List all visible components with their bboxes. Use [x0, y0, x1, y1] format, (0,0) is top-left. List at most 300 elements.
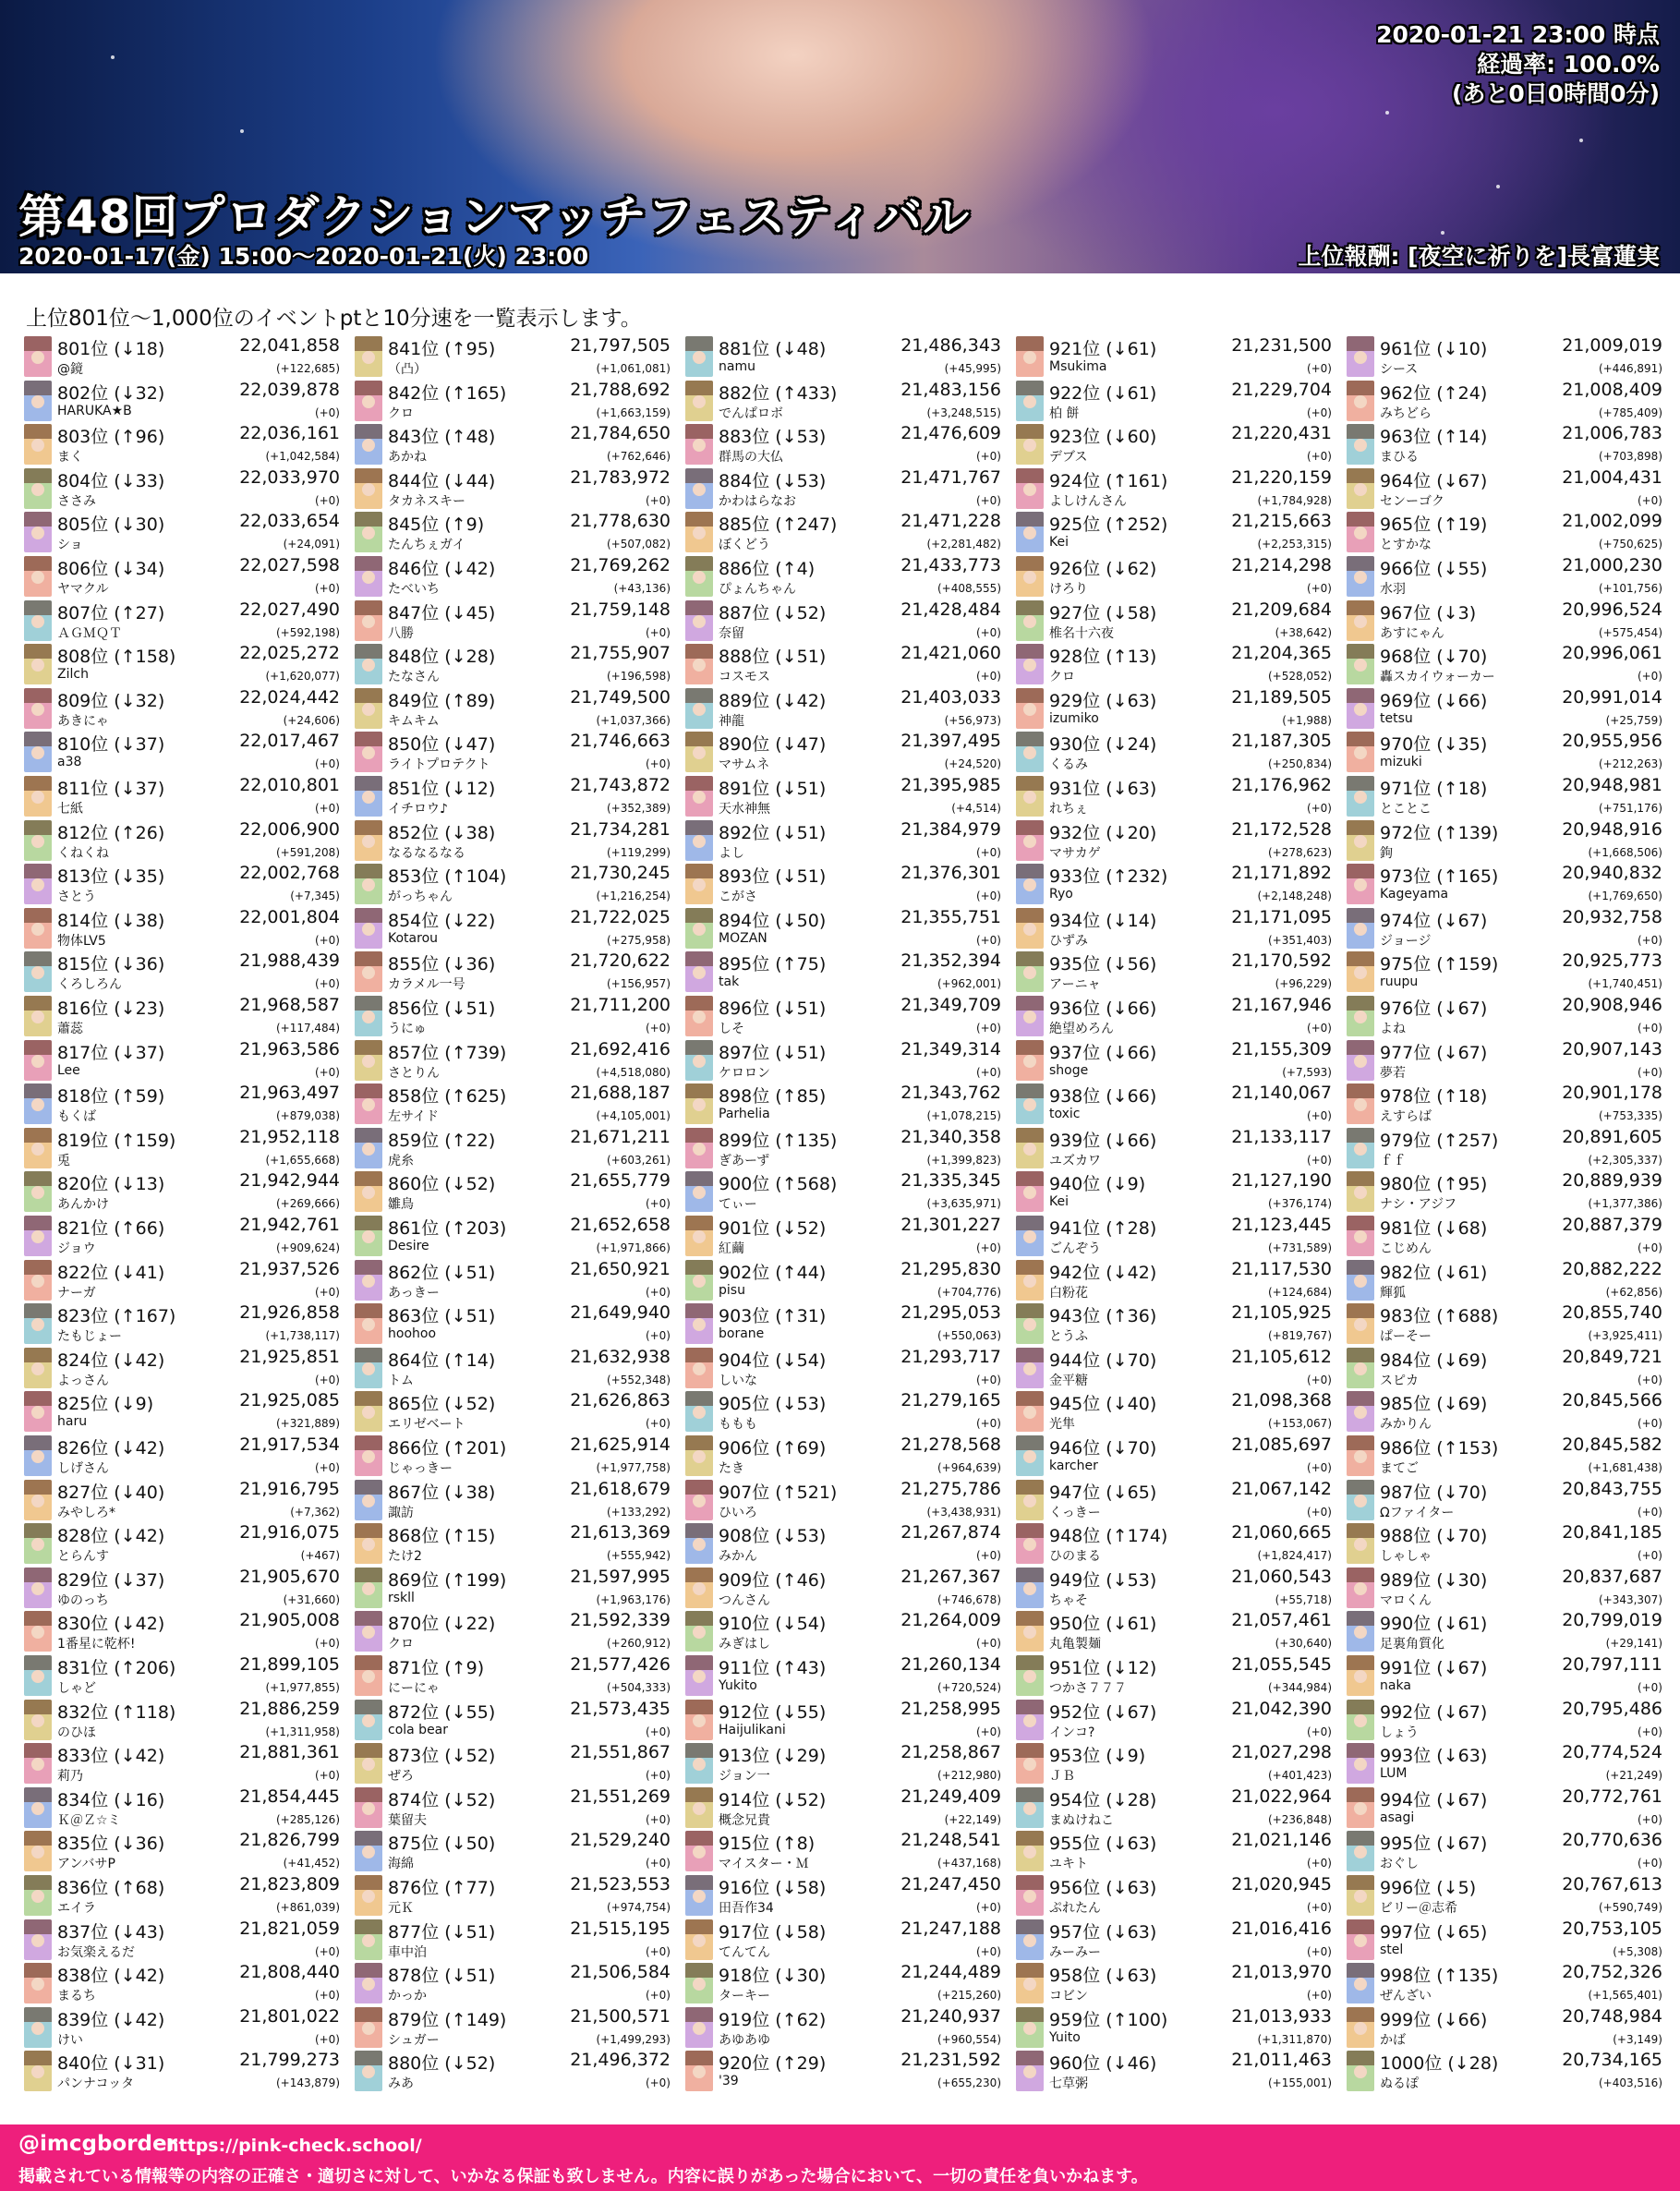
- ten-minute-speed: (+1,681,438): [1588, 1461, 1662, 1474]
- ten-minute-speed: (+861,039): [275, 1901, 340, 1914]
- event-period: 2020-01-17(金) 15:00～2020-01-21(火) 23:00: [18, 243, 589, 270]
- event-points: 21,247,188: [900, 1918, 1001, 1939]
- ten-minute-speed: (+215,260): [937, 1989, 1001, 2003]
- ranking-entry: [1347, 1521, 1666, 1566]
- producer-avatar: [1016, 951, 1044, 992]
- producer-avatar: [685, 1435, 713, 1476]
- ten-minute-speed: (+590,749): [1598, 1901, 1662, 1914]
- ten-minute-speed: (+278,623): [1267, 845, 1332, 859]
- ranking-entry: [1016, 2049, 1336, 2093]
- producer-name: a38: [57, 755, 82, 770]
- rank-change: 820位 (↓13): [57, 1174, 165, 1195]
- event-points: 21,220,159: [1231, 466, 1332, 488]
- rank-change: 902位 (↑44): [719, 1262, 827, 1283]
- event-points: 21,734,281: [570, 818, 671, 840]
- event-points: 21,172,528: [1231, 818, 1332, 840]
- ranking-entry: [1016, 730, 1336, 774]
- event-points: 21,264,009: [900, 1610, 1001, 1631]
- producer-name: 1番星に乾杯!: [57, 1637, 136, 1652]
- ranking-entry: [24, 994, 344, 1038]
- rank-change: 840位 (↓31): [57, 2053, 165, 2075]
- producer-name: ナーガ: [57, 1285, 96, 1301]
- producer-avatar: [1347, 1348, 1374, 1388]
- rank-change: 838位 (↓42): [57, 1966, 165, 1987]
- ten-minute-speed: (+0): [1306, 406, 1332, 419]
- producer-name: Ryo: [1049, 887, 1073, 902]
- event-points: 21,783,972: [570, 466, 671, 488]
- producer-name: しいな: [719, 1373, 757, 1388]
- event-points: 20,748,984: [1562, 2005, 1662, 2027]
- rank-change: 894位 (↓50): [719, 910, 827, 931]
- event-points: 21,652,658: [570, 1215, 671, 1235]
- ten-minute-speed: (+0): [314, 1944, 340, 1958]
- producer-name: エリゼベート: [388, 1417, 465, 1433]
- producer-name: tak: [719, 974, 740, 990]
- event-points: 21,027,298: [1231, 1742, 1332, 1763]
- producer-avatar: [685, 468, 713, 509]
- producer-name: よっさん: [57, 1373, 109, 1388]
- producer-name: 轟スカイウォーカー: [1380, 670, 1495, 685]
- producer-name: たき: [719, 1461, 744, 1476]
- producer-name: 奈留: [719, 625, 744, 641]
- rank-change: 842位 (↑165): [388, 382, 507, 404]
- ranking-entry: [24, 1301, 344, 1346]
- rank-change: 821位 (↑66): [57, 1218, 165, 1239]
- rank-change: 998位 (↑135): [1380, 1966, 1499, 1987]
- rank-change: 954位 (↓28): [1049, 1789, 1157, 1810]
- ten-minute-speed: (+25,759): [1605, 713, 1662, 727]
- event-points: 21,244,489: [900, 1962, 1001, 1983]
- producer-avatar: [1347, 1919, 1374, 1960]
- ranking-entry: [1016, 818, 1336, 863]
- ranking-entry: [1347, 554, 1666, 599]
- ranking-entry: [355, 994, 674, 1038]
- ten-minute-speed: (+4,105,001): [596, 1109, 671, 1123]
- rank-change: 813位 (↓35): [57, 866, 165, 888]
- producer-name: みーみー: [1049, 1944, 1101, 1960]
- event-points: 21,247,450: [900, 1874, 1001, 1894]
- twitter-handle[interactable]: @imcgborder: [18, 2132, 177, 2156]
- ten-minute-speed: (+4,518,080): [596, 1065, 671, 1079]
- ranking-entry: [1016, 1126, 1336, 1170]
- ranking-entry: [355, 1434, 674, 1478]
- producer-name: Kageyama: [1380, 887, 1449, 902]
- ranking-entry: [1347, 334, 1666, 379]
- ranking-entry: [1347, 1653, 1666, 1698]
- ranking-entry: [24, 1478, 344, 1522]
- ten-minute-speed: (+0): [1637, 1022, 1662, 1035]
- ranking-entry: [1016, 466, 1336, 511]
- producer-avatar: [1347, 1391, 1374, 1432]
- ranking-entry: [1347, 2005, 1666, 2050]
- ranking-entry: [24, 466, 344, 511]
- producer-name: とうふ: [1049, 1329, 1088, 1345]
- ranking-entry: [24, 950, 344, 994]
- producer-avatar: [1347, 1743, 1374, 1784]
- ranking-entry: [24, 1214, 344, 1258]
- event-points: 21,899,105: [239, 1654, 340, 1675]
- producer-avatar: [685, 776, 713, 817]
- ten-minute-speed: (+704,776): [937, 1285, 1001, 1299]
- ranking-entry: [355, 554, 674, 599]
- ten-minute-speed: (+7,593): [1282, 1065, 1332, 1079]
- ten-minute-speed: (+1,399,823): [926, 1153, 1001, 1167]
- producer-name: じゃっきー: [388, 1461, 453, 1476]
- event-points: 21,926,858: [239, 1302, 340, 1324]
- rank-change: 836位 (↑68): [57, 1878, 165, 1898]
- producer-name: 輝狐: [1380, 1285, 1406, 1301]
- producer-avatar: [355, 1743, 382, 1784]
- ranking-entry: [24, 1434, 344, 1478]
- producer-avatar: [1016, 381, 1044, 421]
- ten-minute-speed: (+0): [1306, 1373, 1332, 1386]
- producer-name: たなさん: [388, 670, 440, 685]
- producer-name: ターキー: [719, 1989, 770, 2004]
- ten-minute-speed: (+22,149): [944, 1812, 1001, 1826]
- producer-name: 紅繭: [719, 1241, 744, 1256]
- ten-minute-speed: (+0): [314, 2032, 340, 2046]
- rank-change: 887位 (↓52): [719, 602, 827, 623]
- ten-minute-speed: (+119,299): [606, 845, 671, 859]
- rank-change: 912位 (↓55): [719, 1701, 827, 1723]
- producer-avatar: [1016, 1040, 1044, 1081]
- rank-change: 843位 (↑48): [388, 427, 496, 448]
- event-points: 21,176,962: [1231, 775, 1332, 795]
- ten-minute-speed: (+0): [645, 625, 671, 639]
- ten-minute-speed: (+30,640): [1275, 1637, 1332, 1651]
- ten-minute-speed: (+7,362): [290, 1505, 340, 1519]
- event-points: 21,942,761: [239, 1215, 340, 1235]
- ranking-entry: [1016, 422, 1336, 466]
- ten-minute-speed: (+236,848): [1267, 1812, 1332, 1826]
- producer-name: かっか: [388, 1989, 427, 2004]
- producer-avatar: [1016, 820, 1044, 861]
- producer-avatar: [1347, 1435, 1374, 1476]
- rank-change: 834位 (↓16): [57, 1789, 165, 1810]
- ten-minute-speed: (+250,834): [1267, 757, 1332, 771]
- producer-avatar: [24, 2051, 52, 2091]
- producer-avatar: [1347, 864, 1374, 904]
- rank-change: 919位 (↑62): [719, 2009, 827, 2030]
- event-points: 21,952,118: [239, 1126, 340, 1147]
- producer-name: みかりん: [1380, 1417, 1432, 1433]
- producer-avatar: [1347, 908, 1374, 949]
- ranking-entry: [685, 466, 1005, 511]
- ranking-entry: [685, 379, 1005, 423]
- ranking-entry: [355, 1301, 674, 1346]
- ten-minute-speed: (+0): [1637, 1549, 1662, 1563]
- producer-name: しゃど: [57, 1681, 96, 1696]
- ranking-entry: [24, 1521, 344, 1566]
- producer-avatar: [1347, 644, 1374, 684]
- ranking-entry: [24, 686, 344, 731]
- producer-avatar: [685, 644, 713, 684]
- producer-avatar: [1347, 1480, 1374, 1520]
- ranking-entry: [1347, 466, 1666, 511]
- producer-avatar: [1016, 1391, 1044, 1432]
- producer-name: ぱーそー: [1380, 1329, 1432, 1345]
- rank-change: 805位 (↓30): [57, 514, 165, 536]
- ten-minute-speed: (+122,685): [275, 362, 340, 375]
- ten-minute-speed: (+4,514): [951, 802, 1001, 815]
- ten-minute-speed: (+0): [314, 1461, 340, 1474]
- rank-change: 975位 (↑159): [1380, 954, 1499, 975]
- producer-avatar: [355, 1391, 382, 1432]
- producer-name: Kei: [1049, 1194, 1069, 1210]
- ten-minute-speed: (+0): [645, 1329, 671, 1343]
- event-points: 20,948,981: [1562, 775, 1662, 795]
- ten-minute-speed: (+0): [314, 1065, 340, 1079]
- producer-avatar: [1347, 512, 1374, 552]
- event-points: 21,105,925: [1231, 1302, 1332, 1324]
- ranking-entry: [1347, 1829, 1666, 1873]
- event-points: 21,797,505: [570, 335, 671, 356]
- ten-minute-speed: (+655,230): [937, 2076, 1001, 2090]
- ranking-entry: [24, 1785, 344, 1830]
- ten-minute-speed: (+24,520): [944, 757, 1001, 771]
- event-points: 21,013,970: [1231, 1962, 1332, 1983]
- producer-name: Kotarou: [388, 930, 439, 946]
- producer-avatar: [1016, 1655, 1044, 1696]
- rank-change: 905位 (↓53): [719, 1394, 827, 1415]
- event-points: 22,001,804: [239, 906, 340, 927]
- ranking-entry: [1016, 1258, 1336, 1302]
- ten-minute-speed: (+0): [314, 1637, 340, 1651]
- producer-name: ささみ: [57, 493, 96, 509]
- ranking-entry: [685, 1434, 1005, 1478]
- producer-avatar: [685, 1480, 713, 1520]
- event-points: 21,355,751: [900, 906, 1001, 927]
- producer-name: しょう: [1380, 1725, 1419, 1740]
- ranking-entry: [685, 1609, 1005, 1653]
- event-points: 20,772,761: [1562, 1785, 1662, 1807]
- producer-avatar: [355, 820, 382, 861]
- rank-change: 811位 (↓37): [57, 779, 165, 799]
- producer-name: karcher: [1049, 1459, 1098, 1473]
- ranking-entry: [355, 1478, 674, 1522]
- rank-change: 939位 (↓66): [1049, 1130, 1157, 1151]
- event-points: 22,017,467: [239, 731, 340, 752]
- producer-avatar: [355, 864, 382, 904]
- ten-minute-speed: (+1,977,758): [596, 1461, 671, 1474]
- ranking-entry: [355, 1873, 674, 1918]
- ranking-entry: [1347, 950, 1666, 994]
- producer-avatar: [24, 1260, 52, 1301]
- ten-minute-speed: (+0): [975, 1549, 1001, 1563]
- event-points: 21,214,298: [1231, 555, 1332, 575]
- ranking-entry: [1016, 1918, 1336, 1962]
- ten-minute-speed: (+0): [645, 1197, 671, 1211]
- ten-minute-speed: (+467): [300, 1549, 340, 1563]
- ten-minute-speed: (+0): [645, 1285, 671, 1299]
- producer-name: こじめん: [1380, 1241, 1432, 1256]
- rank-change: 803位 (↑96): [57, 427, 165, 448]
- rank-change: 914位 (↓52): [719, 1789, 827, 1810]
- ranking-entry: [685, 1918, 1005, 1962]
- producer-avatar: [1016, 1435, 1044, 1476]
- rank-change: 804位 (↓33): [57, 470, 165, 491]
- ten-minute-speed: (+0): [1306, 1901, 1332, 1914]
- producer-name: Lee: [57, 1062, 80, 1078]
- producer-name: おぐし: [1380, 1857, 1419, 1872]
- rank-change: 854位 (↓22): [388, 910, 496, 931]
- event-points: 20,955,956: [1562, 731, 1662, 752]
- rank-change: 846位 (↓42): [388, 559, 496, 579]
- producer-avatar: [1347, 1260, 1374, 1301]
- producer-avatar: [24, 1523, 52, 1564]
- producer-name: pisu: [719, 1282, 745, 1298]
- event-points: 22,039,878: [239, 379, 340, 400]
- rank-change: 847位 (↓45): [388, 602, 496, 623]
- rank-change: 880位 (↓52): [388, 2053, 496, 2075]
- producer-avatar: [24, 600, 52, 641]
- event-points: 20,991,014: [1562, 686, 1662, 708]
- event-points: 21,349,709: [900, 995, 1001, 1015]
- rank-change: 966位 (↓55): [1380, 559, 1488, 579]
- event-points: 21,743,872: [570, 775, 671, 795]
- producer-name: にーにゃ: [388, 1681, 440, 1696]
- ranking-entry: [685, 1389, 1005, 1434]
- event-points: 21,769,262: [570, 555, 671, 575]
- ten-minute-speed: (+1,663,159): [596, 406, 671, 419]
- ten-minute-speed: (+5,308): [1613, 1944, 1662, 1958]
- ranking-entry: [355, 1258, 674, 1302]
- ranking-entry: [1016, 1566, 1336, 1610]
- event-points: 21,942,944: [239, 1170, 340, 1192]
- rank-change: 898位 (↑85): [719, 1086, 827, 1108]
- ranking-entry: [685, 818, 1005, 863]
- rank-change: 956位 (↓63): [1049, 1878, 1157, 1898]
- producer-avatar: [355, 951, 382, 992]
- producer-avatar: [1016, 2007, 1044, 2048]
- ranking-entry: [355, 642, 674, 686]
- producer-avatar: [24, 1128, 52, 1168]
- rank-change: 938位 (↓66): [1049, 1086, 1157, 1108]
- producer-avatar: [24, 1391, 52, 1432]
- site-link[interactable]: https://pink-check.school/: [166, 2136, 422, 2156]
- producer-avatar: [1347, 1523, 1374, 1564]
- ten-minute-speed: (+196,598): [606, 670, 671, 684]
- rank-change: 899位 (↑135): [719, 1130, 838, 1151]
- producer-name: たべいち: [388, 582, 440, 597]
- producer-name: たんちぇガイ: [388, 538, 465, 553]
- rank-change: 859位 (↑22): [388, 1130, 496, 1151]
- event-points: 21,060,543: [1231, 1566, 1332, 1587]
- producer-avatar: [355, 512, 382, 552]
- rank-change: 907位 (↑521): [719, 1482, 838, 1503]
- ranking-entry: [355, 730, 674, 774]
- producer-avatar: [685, 1391, 713, 1432]
- ranking-entry: [1347, 1038, 1666, 1083]
- rank-change: 926位 (↓62): [1049, 559, 1157, 579]
- ranking-entry: [355, 599, 674, 643]
- ten-minute-speed: (+351,403): [1267, 933, 1332, 947]
- rank-change: 823位 (↑167): [57, 1306, 176, 1327]
- rank-change: 922位 (↓61): [1049, 382, 1157, 404]
- ten-minute-speed: (+0): [314, 582, 340, 595]
- event-points: 21,471,228: [900, 511, 1001, 532]
- rank-change: 955位 (↓63): [1049, 1834, 1157, 1855]
- producer-avatar: [685, 820, 713, 861]
- ten-minute-speed: (+0): [314, 802, 340, 815]
- rank-change: 930位 (↓24): [1049, 734, 1157, 756]
- event-points: 20,925,773: [1562, 950, 1662, 972]
- producer-name: 絶望めろん: [1049, 1022, 1114, 1036]
- rank-change: 925位 (↑252): [1049, 514, 1168, 536]
- producer-name: まるち: [57, 1989, 96, 2004]
- ten-minute-speed: (+0): [975, 1944, 1001, 1958]
- producer-name: ぎあーず: [719, 1153, 770, 1168]
- ranking-entry: [685, 1873, 1005, 1918]
- rank-change: 824位 (↓42): [57, 1350, 165, 1371]
- ten-minute-speed: (+0): [1637, 1812, 1662, 1826]
- ranking-entry: [355, 1918, 674, 1962]
- ten-minute-speed: (+1,216,254): [596, 890, 671, 903]
- rank-change: 853位 (↑104): [388, 866, 507, 888]
- ranking-entry: [685, 1301, 1005, 1346]
- rank-change: 951位 (↓12): [1049, 1658, 1157, 1678]
- producer-name: 田吾作34: [719, 1901, 774, 1916]
- ranking-entry: [685, 1741, 1005, 1785]
- producer-name: Kei: [1049, 535, 1069, 551]
- ranking-entry: [1347, 862, 1666, 906]
- event-points: 21,123,445: [1231, 1215, 1332, 1235]
- ten-minute-speed: (+21,249): [1605, 1769, 1662, 1783]
- event-points: 21,746,663: [570, 731, 671, 752]
- ranking-entry: [24, 1389, 344, 1434]
- ranking-entry: [355, 1214, 674, 1258]
- event-points: 21,506,584: [570, 1962, 671, 1983]
- rank-change: 964位 (↓67): [1380, 470, 1488, 491]
- ranking-entry: [1347, 774, 1666, 818]
- producer-name: ぜろ: [388, 1769, 414, 1785]
- producer-name: あっきー: [388, 1285, 440, 1301]
- event-points: 21,730,245: [570, 863, 671, 884]
- producer-name: ももも: [719, 1417, 757, 1433]
- producer-avatar: [355, 908, 382, 949]
- ten-minute-speed: (+0): [1306, 1989, 1332, 2003]
- producer-avatar: [24, 1040, 52, 1081]
- ten-minute-speed: (+0): [975, 1725, 1001, 1738]
- event-points: 21,711,200: [570, 995, 671, 1015]
- event-points: 21,295,830: [900, 1258, 1001, 1279]
- rank-change: 927位 (↓58): [1049, 602, 1157, 623]
- event-points: 22,002,768: [239, 863, 340, 884]
- ten-minute-speed: (+0): [1306, 450, 1332, 464]
- ten-minute-speed: (+2,253,315): [1257, 538, 1332, 551]
- event-points: 20,770,636: [1562, 1830, 1662, 1851]
- producer-avatar: [355, 688, 382, 729]
- ranking-entry: [355, 774, 674, 818]
- ten-minute-speed: (+0): [975, 1901, 1001, 1914]
- ranking-entry: [685, 2005, 1005, 2050]
- event-points: 21,597,995: [570, 1566, 671, 1587]
- ten-minute-speed: (+555,942): [606, 1549, 671, 1563]
- rank-change: 936位 (↓66): [1049, 999, 1157, 1019]
- event-points: 21,395,985: [900, 775, 1001, 795]
- producer-avatar: [24, 336, 52, 377]
- rank-change: 984位 (↓69): [1380, 1350, 1488, 1371]
- producer-avatar: [1347, 381, 1374, 421]
- producer-avatar: [1016, 1303, 1044, 1344]
- rank-change: 833位 (↓42): [57, 1746, 165, 1767]
- rank-change: 962位 (↑24): [1380, 382, 1488, 404]
- rank-change: 889位 (↓42): [719, 690, 827, 711]
- ten-minute-speed: (+0): [645, 493, 671, 507]
- producer-name: うにゅ: [388, 1022, 427, 1036]
- producer-avatar: [1347, 1787, 1374, 1828]
- event-points: 21,267,367: [900, 1566, 1001, 1587]
